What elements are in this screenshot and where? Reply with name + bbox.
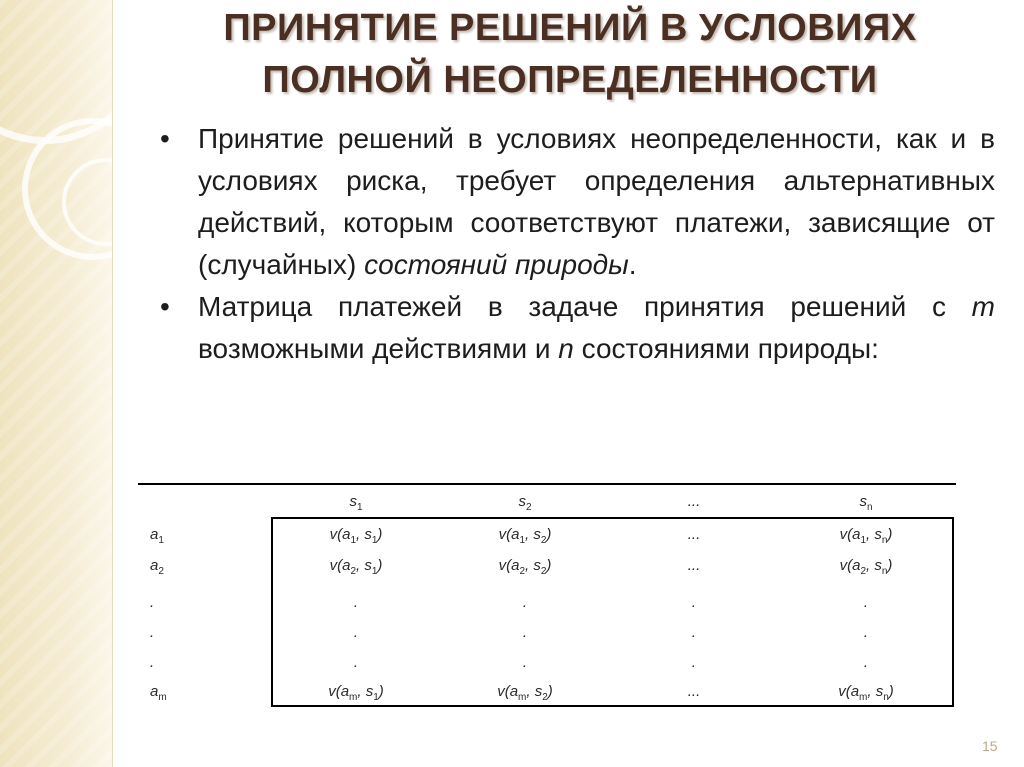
matrix-cell <box>523 654 527 674</box>
cell-suffix: ) <box>546 557 552 574</box>
cell-prefix: . <box>691 624 697 641</box>
matrix-cell <box>499 557 552 577</box>
matrix-cell <box>328 683 384 703</box>
matrix-cell <box>688 557 701 577</box>
cell-action-index: 2 <box>860 566 866 577</box>
cell-separator: , s <box>866 557 882 574</box>
bullet-marker: • <box>160 123 170 154</box>
cell-state-index: 2 <box>542 692 548 703</box>
cell-prefix: v(a <box>497 683 519 700</box>
cell-prefix: ... <box>687 683 701 700</box>
cell-prefix: v(a <box>328 683 350 700</box>
cell-prefix: . <box>353 594 359 611</box>
matrix-cell <box>499 526 552 546</box>
row-label-index: m <box>158 692 167 703</box>
matrix-row-label <box>150 683 167 703</box>
matrix-cell <box>497 683 553 703</box>
row-label-symbol: a <box>150 526 159 543</box>
variable-n: n <box>558 333 574 364</box>
row-label-symbol: . <box>150 624 155 641</box>
matrix-cell <box>840 526 893 546</box>
cell-prefix: ... <box>687 526 701 543</box>
bullet-item-2 <box>160 286 995 370</box>
cell-prefix: v(a <box>329 526 351 543</box>
cell-suffix: ) <box>377 557 383 574</box>
matrix-column-header <box>349 493 362 513</box>
decorative-side-panel <box>0 0 113 767</box>
column-header-symbol: s <box>859 493 867 510</box>
cell-suffix: ) <box>888 683 894 700</box>
column-header-index: n <box>866 502 873 513</box>
row-label-index: 1 <box>158 535 164 546</box>
cell-separator: , s <box>356 557 372 574</box>
cell-action-index: 2 <box>519 566 525 577</box>
cell-action-index: 1 <box>350 535 356 546</box>
matrix-cell <box>354 654 358 674</box>
cell-separator: , s <box>867 683 884 700</box>
bullet-2-end: состояниями природы: <box>573 333 879 364</box>
cell-separator: , s <box>356 526 372 543</box>
cell-prefix: v(a <box>839 526 861 543</box>
table-top-rule <box>138 483 956 485</box>
column-header-symbol: ... <box>687 493 701 510</box>
row-label-symbol: a <box>150 557 159 574</box>
cell-prefix: v(a <box>329 557 351 574</box>
row-label-symbol: . <box>150 594 155 611</box>
column-header-index: 2 <box>525 502 532 513</box>
cell-prefix: . <box>863 594 869 611</box>
cell-prefix: v(a <box>498 557 520 574</box>
matrix-cell <box>330 557 383 577</box>
cell-prefix: v(a <box>498 526 520 543</box>
cell-prefix: . <box>522 624 528 641</box>
cell-prefix: . <box>863 654 869 671</box>
cell-prefix: . <box>522 594 528 611</box>
matrix-row-label <box>150 654 154 674</box>
cell-prefix: v(a <box>838 683 860 700</box>
cell-prefix: . <box>522 654 528 671</box>
row-label-symbol: a <box>150 683 159 700</box>
cell-suffix: ) <box>546 526 552 543</box>
cell-separator: , s <box>525 557 541 574</box>
cell-prefix: . <box>353 654 359 671</box>
cell-suffix: ) <box>547 683 553 700</box>
matrix-cell <box>354 594 358 614</box>
variable-m: m <box>971 291 995 322</box>
cell-suffix: ) <box>887 557 893 574</box>
cell-action-index: 1 <box>860 535 866 546</box>
column-header-symbol: s <box>349 493 357 510</box>
cell-action-index: 2 <box>350 566 356 577</box>
matrix-cell <box>864 624 868 644</box>
matrix-cell <box>523 624 527 644</box>
cell-suffix: ) <box>378 683 384 700</box>
cell-state-index: 1 <box>371 535 378 546</box>
matrix-row-label <box>150 557 164 577</box>
matrix-cell <box>688 683 701 703</box>
cell-action-index: m <box>859 692 868 703</box>
matrix-cell <box>692 654 696 674</box>
matrix-column-header <box>518 493 531 513</box>
bullet-1-italic-term: состояний природы <box>364 249 629 280</box>
bullet-2-mid: возможными действиями и <box>198 333 559 364</box>
slide-title <box>140 2 1000 106</box>
cell-prefix: . <box>691 654 697 671</box>
bullet-2-text: Матрица платежей в задаче принятия решений с <box>198 291 972 322</box>
page-number: 15 <box>982 738 998 754</box>
bullet-item-1 <box>160 118 995 286</box>
cell-state-index: n <box>883 692 889 703</box>
matrix-cell <box>840 557 893 577</box>
cell-state-index: 1 <box>373 692 379 703</box>
matrix-cell <box>688 526 701 546</box>
matrix-cell <box>354 624 358 644</box>
matrix-row-label <box>150 526 164 546</box>
column-header-symbol: s <box>518 493 526 510</box>
cell-state-index: n <box>881 566 888 577</box>
matrix-cell <box>692 624 696 644</box>
bullet-1-text: Принятие решений в условиях неопределенности, как и в условиях риска, требует определения альтернативных действий, которым соответствуют платежи, зависящие от (случайных) <box>198 123 995 280</box>
bullet-1-end: . <box>628 249 637 280</box>
cell-separator: , s <box>525 526 541 543</box>
cell-suffix: ) <box>887 526 893 543</box>
cell-prefix: . <box>353 624 359 641</box>
matrix-cell <box>523 594 527 614</box>
cell-action-index: 1 <box>519 535 525 546</box>
matrix-cell <box>864 654 868 674</box>
matrix-row-label <box>150 624 154 644</box>
cell-action-index: m <box>518 692 527 703</box>
row-label-index: 2 <box>158 566 164 577</box>
cell-separator: , s <box>866 526 882 543</box>
cell-state-index: n <box>881 535 888 546</box>
matrix-cell <box>838 683 894 703</box>
column-header-index: 1 <box>356 502 363 513</box>
cell-separator: , s <box>526 683 543 700</box>
matrix-row-label <box>150 594 154 614</box>
cell-state-index: 2 <box>540 566 547 577</box>
slide-title-line-1: ПРИНЯТИЕ РЕШЕНИЙ В УСЛОВИЯХ <box>223 7 917 49</box>
matrix-cell <box>864 594 868 614</box>
cell-state-index: 2 <box>540 535 547 546</box>
matrix-column-header <box>688 493 701 513</box>
cell-action-index: m <box>349 692 358 703</box>
slide-title-line-2: ПОЛНОЙ НЕОПРЕДЕЛЕННОСТИ <box>262 59 878 101</box>
cell-suffix: ) <box>377 526 383 543</box>
matrix-cell <box>692 594 696 614</box>
bullet-marker: • <box>160 291 170 322</box>
cell-state-index: 1 <box>371 566 378 577</box>
bullet-list <box>160 118 995 370</box>
cell-prefix: v(a <box>839 557 861 574</box>
matrix-cell <box>330 526 383 546</box>
cell-prefix: . <box>863 624 869 641</box>
cell-separator: , s <box>357 683 374 700</box>
row-label-symbol: . <box>150 654 155 671</box>
cell-prefix: ... <box>687 557 701 574</box>
cell-prefix: . <box>691 594 697 611</box>
matrix-column-header <box>859 493 872 513</box>
